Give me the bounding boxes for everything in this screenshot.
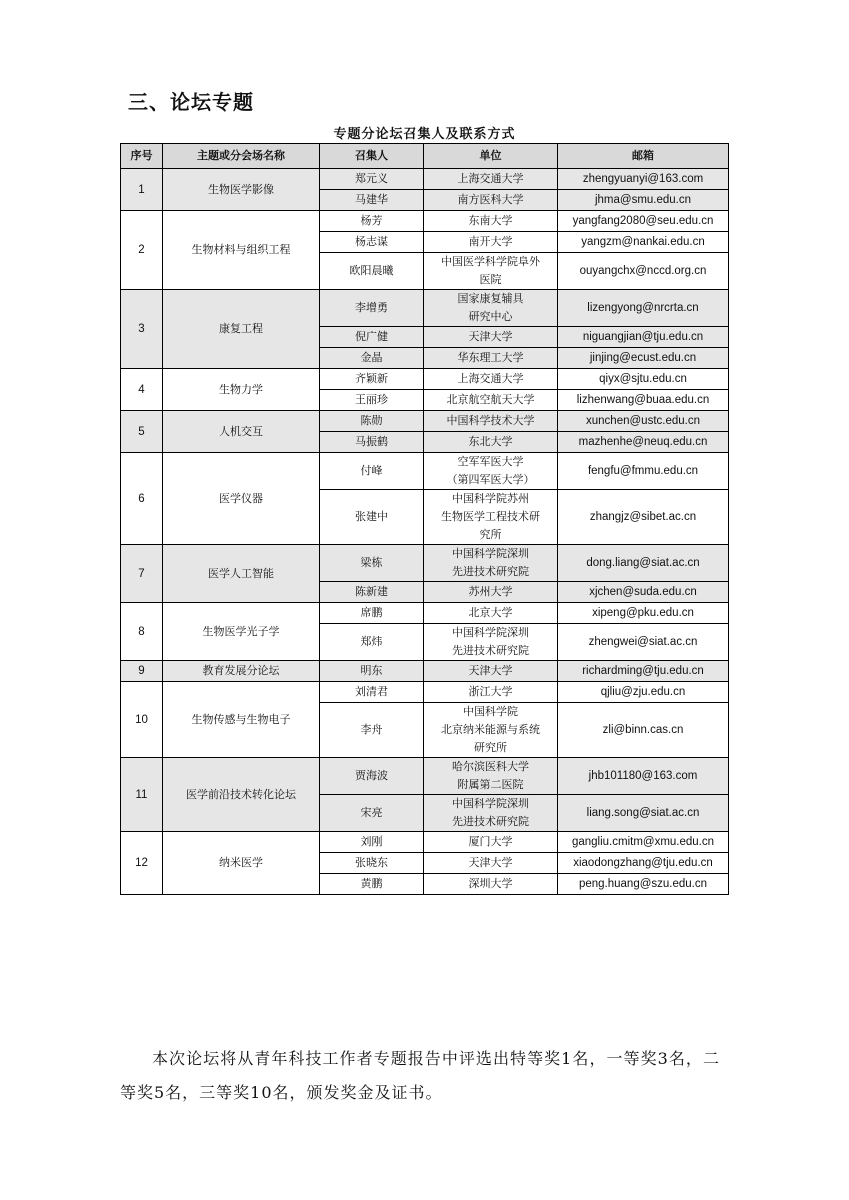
convener-name: 贾海波 <box>320 758 424 795</box>
group-topic: 生物医学影像 <box>163 169 320 211</box>
convener-email: ouyangchx@nccd.org.cn <box>558 253 729 290</box>
unit-line: 哈尔滨医科大学 <box>452 760 529 773</box>
convener-unit <box>424 190 558 211</box>
convener-unit <box>424 327 558 348</box>
unit-line: 苏州大学 <box>468 585 513 598</box>
group-topic: 纳米医学 <box>163 832 320 895</box>
convener-unit <box>424 582 558 603</box>
convener-email: mazhenhe@neuq.edu.cn <box>558 432 729 453</box>
unit-line: 上海交通大学 <box>457 172 524 185</box>
convener-unit <box>424 169 558 190</box>
convener-unit <box>424 795 558 832</box>
unit-line: 研究所 <box>474 741 507 754</box>
unit-line: 东北大学 <box>468 435 513 448</box>
unit-line: 上海交通大学 <box>457 372 524 385</box>
convener-name: 刘清君 <box>320 682 424 703</box>
group-number: 1 <box>121 169 163 211</box>
header-topic: 主题或分会场名称 <box>163 144 320 169</box>
table-row <box>121 661 729 682</box>
unit-line: 研究中心 <box>468 310 513 323</box>
convener-name: 付峰 <box>320 453 424 490</box>
convener-unit <box>424 390 558 411</box>
convener-name: 齐颖新 <box>320 369 424 390</box>
unit-line: 中国医学科学院阜外 <box>441 255 540 268</box>
unit-line: 先进技术研究院 <box>452 644 529 657</box>
unit-line: 国家康复辅具 <box>457 292 524 305</box>
convener-name: 王丽珍 <box>320 390 424 411</box>
convener-email: zhengyuanyi@163.com <box>558 169 729 190</box>
group-number: 8 <box>121 603 163 661</box>
header-unit: 单位 <box>424 144 558 169</box>
unit-line: 中国科学院深圳 <box>452 797 529 810</box>
unit-line: 天津大学 <box>468 330 513 343</box>
convener-unit <box>424 453 558 490</box>
convener-email: yangfang2080@seu.edu.cn <box>558 211 729 232</box>
convener-email: xunchen@ustc.edu.cn <box>558 411 729 432</box>
convener-unit <box>424 682 558 703</box>
convener-email: zhangjz@sibet.ac.cn <box>558 490 729 545</box>
convener-unit <box>424 832 558 853</box>
convener-name: 郑元义 <box>320 169 424 190</box>
group-number: 9 <box>121 661 163 682</box>
group-topic: 医学人工智能 <box>163 545 320 603</box>
convener-name: 李舟 <box>320 703 424 758</box>
group-number: 11 <box>121 758 163 832</box>
unit-line: 中国科学院深圳 <box>452 547 529 560</box>
convener-email: zli@binn.cas.cn <box>558 703 729 758</box>
convener-email: zhengwei@siat.ac.cn <box>558 624 729 661</box>
convener-unit <box>424 661 558 682</box>
unit-line: 中国科学院苏州 <box>452 492 529 505</box>
convener-email: jinjing@ecust.edu.cn <box>558 348 729 369</box>
group-topic: 生物材料与组织工程 <box>163 211 320 290</box>
convener-unit <box>424 545 558 582</box>
convener-email: peng.huang@szu.edu.cn <box>558 874 729 895</box>
convener-unit <box>424 758 558 795</box>
convener-name: 马振鹤 <box>320 432 424 453</box>
convener-email: liang.song@siat.ac.cn <box>558 795 729 832</box>
convener-name: 马建华 <box>320 190 424 211</box>
table-row <box>121 682 729 703</box>
unit-line: 北京航空航天大学 <box>446 393 535 406</box>
convener-email: niguangjian@tju.edu.cn <box>558 327 729 348</box>
convener-name: 宋亮 <box>320 795 424 832</box>
convener-unit <box>424 290 558 327</box>
unit-line: 北京大学 <box>468 606 513 619</box>
convener-name: 倪广健 <box>320 327 424 348</box>
convener-name: 黄鹏 <box>320 874 424 895</box>
convener-unit <box>424 253 558 290</box>
table-row <box>121 545 729 582</box>
group-topic: 康复工程 <box>163 290 320 369</box>
table-row <box>121 290 729 327</box>
convener-email: lizengyong@nrcrta.cn <box>558 290 729 327</box>
group-topic: 人机交互 <box>163 411 320 453</box>
section-heading: 三、论坛专题 <box>128 90 254 114</box>
header-no: 序号 <box>121 144 163 169</box>
unit-line: 天津大学 <box>468 664 513 677</box>
convener-name: 张晓东 <box>320 853 424 874</box>
convener-name: 郑炜 <box>320 624 424 661</box>
unit-line: 生物医学工程技术研 <box>441 510 540 523</box>
convener-email: jhma@smu.edu.cn <box>558 190 729 211</box>
group-topic: 医学前沿技术转化论坛 <box>163 758 320 832</box>
unit-line: 华东理工大学 <box>457 351 524 364</box>
unit-line: 天津大学 <box>468 856 513 869</box>
table-body <box>121 169 729 895</box>
convener-unit <box>424 703 558 758</box>
convener-unit <box>424 853 558 874</box>
unit-line: 东南大学 <box>468 214 513 227</box>
table-row <box>121 832 729 853</box>
convener-name: 明东 <box>320 661 424 682</box>
unit-line: 厦门大学 <box>468 835 513 848</box>
group-topic: 生物医学光子学 <box>163 603 320 661</box>
unit-line: （第四军医大学） <box>446 473 535 486</box>
group-topic: 医学仪器 <box>163 453 320 545</box>
convener-email: gangliu.cmitm@xmu.edu.cn <box>558 832 729 853</box>
unit-line: 先进技术研究院 <box>452 815 529 828</box>
unit-line: 究所 <box>479 528 502 541</box>
unit-line: 南开大学 <box>468 235 513 248</box>
convener-email: qjliu@zju.edu.cn <box>558 682 729 703</box>
group-number: 4 <box>121 369 163 411</box>
convener-unit <box>424 348 558 369</box>
closing-paragraph: 本次论坛将从青年科技工作者专题报告中评选出特等奖1名，一等奖3名，二等奖5名，三等奖10名，颁发奖金及证书。 <box>120 1049 720 1102</box>
convener-email: xiaodongzhang@tju.edu.cn <box>558 853 729 874</box>
convener-email: jhb101180@163.com <box>558 758 729 795</box>
convener-name: 陈勋 <box>320 411 424 432</box>
table-row <box>121 369 729 390</box>
unit-line: 中国科学技术大学 <box>446 414 535 427</box>
unit-line: 附属第二医院 <box>457 778 524 791</box>
convener-unit <box>424 624 558 661</box>
convener-name: 金晶 <box>320 348 424 369</box>
group-number: 3 <box>121 290 163 369</box>
convener-unit <box>424 432 558 453</box>
unit-line: 空军军医大学 <box>457 455 524 468</box>
convener-name: 杨志谋 <box>320 232 424 253</box>
group-topic: 生物传感与生物电子 <box>163 682 320 758</box>
group-number: 7 <box>121 545 163 603</box>
convener-name: 刘刚 <box>320 832 424 853</box>
convener-unit <box>424 874 558 895</box>
table-header-row <box>121 144 729 169</box>
group-topic: 教育发展分论坛 <box>163 661 320 682</box>
convener-name: 欧阳晨曦 <box>320 253 424 290</box>
convener-email: richardming@tju.edu.cn <box>558 661 729 682</box>
convener-email: dong.liang@siat.ac.cn <box>558 545 729 582</box>
convener-unit <box>424 490 558 545</box>
unit-line: 中国科学院 <box>463 705 518 718</box>
unit-line: 中国科学院深圳 <box>452 626 529 639</box>
table-row <box>121 453 729 490</box>
table-row <box>121 211 729 232</box>
convener-name: 张建中 <box>320 490 424 545</box>
convener-unit <box>424 211 558 232</box>
unit-line: 先进技术研究院 <box>452 565 529 578</box>
convener-email: xipeng@pku.edu.cn <box>558 603 729 624</box>
group-number: 5 <box>121 411 163 453</box>
convener-email: xjchen@suda.edu.cn <box>558 582 729 603</box>
convener-name: 陈新建 <box>320 582 424 603</box>
table-caption: 专题分论坛召集人及联系方式 <box>333 127 516 142</box>
convener-name: 杨芳 <box>320 211 424 232</box>
table-row <box>121 603 729 624</box>
convener-table-container <box>120 143 728 895</box>
group-number: 12 <box>121 832 163 895</box>
table-row <box>121 169 729 190</box>
unit-line: 深圳大学 <box>468 877 513 890</box>
convener-unit <box>424 232 558 253</box>
convener-unit <box>424 411 558 432</box>
convener-table <box>120 143 729 895</box>
convener-name: 梁栋 <box>320 545 424 582</box>
convener-unit <box>424 603 558 624</box>
group-number: 2 <box>121 211 163 290</box>
unit-line: 北京纳米能源与系统 <box>441 723 540 736</box>
convener-email: yangzm@nankai.edu.cn <box>558 232 729 253</box>
group-topic: 生物力学 <box>163 369 320 411</box>
convener-unit <box>424 369 558 390</box>
table-row <box>121 411 729 432</box>
convener-email: qiyx@sjtu.edu.cn <box>558 369 729 390</box>
unit-line: 浙江大学 <box>468 685 513 698</box>
header-email: 邮箱 <box>558 144 729 169</box>
group-number: 6 <box>121 453 163 545</box>
convener-name: 席鹏 <box>320 603 424 624</box>
convener-email: fengfu@fmmu.edu.cn <box>558 453 729 490</box>
header-convener: 召集人 <box>320 144 424 169</box>
group-number: 10 <box>121 682 163 758</box>
unit-line: 医院 <box>479 273 502 286</box>
unit-line: 南方医科大学 <box>457 193 524 206</box>
convener-email: lizhenwang@buaa.edu.cn <box>558 390 729 411</box>
table-row <box>121 758 729 795</box>
convener-name: 李增勇 <box>320 290 424 327</box>
